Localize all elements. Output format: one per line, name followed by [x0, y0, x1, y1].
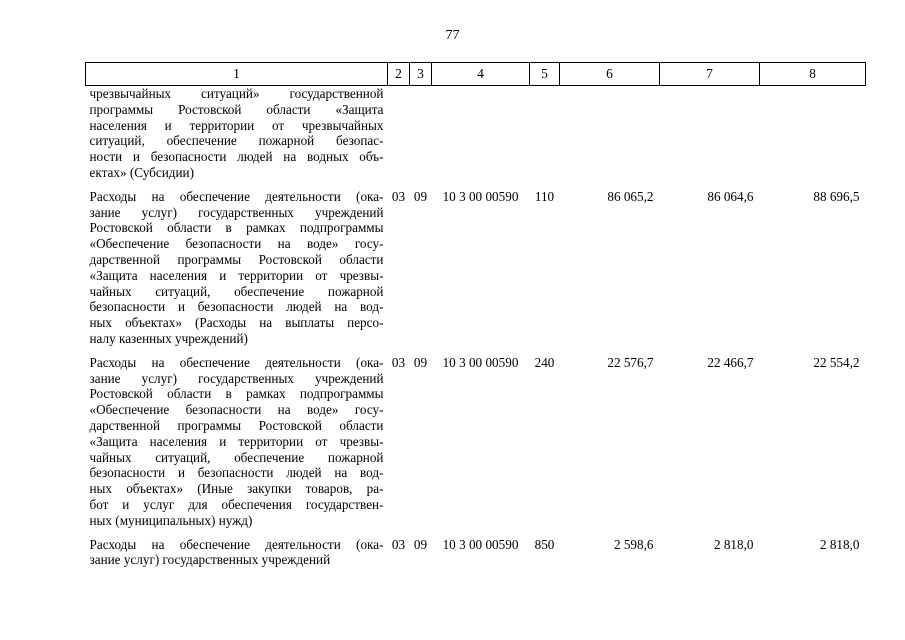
row-description	[86, 529, 388, 569]
description-line: Расходы на обеспечение деятельности (ока-	[89, 536, 384, 552]
row-amount-year-2: 2 818,0	[713, 536, 754, 552]
row-description	[86, 86, 388, 181]
header-col-5: 5	[530, 63, 560, 86]
description-line: «Обеспечение безопасности на воде» госу-	[89, 236, 384, 252]
description-line: бот и услуг для обеспечения государствен-	[89, 496, 384, 512]
table-row	[86, 181, 866, 347]
row-subsection-code: 09	[413, 354, 428, 370]
description-line: безопасности и безопасности людей на вод-	[89, 299, 384, 315]
row-target-article-code	[432, 86, 530, 181]
row-expense-type-code: 850	[534, 536, 555, 552]
description-line: ситуаций, обеспечение пожарной безопас-	[89, 133, 384, 149]
row-expense-type-code: 240	[534, 354, 555, 370]
description-line: «Защита населения и территории от чрезвы-	[89, 433, 384, 449]
description-line: ных (муниципальных) нужд)	[89, 512, 253, 528]
header-row	[86, 63, 866, 86]
header-col-6: 6	[560, 63, 660, 86]
table-header	[86, 63, 866, 86]
row-expense-type-code	[530, 86, 560, 181]
header-col-8: 8	[760, 63, 866, 86]
description-line: дарственной программы Ростовской области	[89, 417, 384, 433]
description-line: зание услуг) государственных учреждений	[89, 552, 331, 568]
row-amount-year-1: 2 598,6	[613, 536, 654, 552]
table-body	[86, 86, 866, 569]
description-line: населения и территории от чрезвычайных	[89, 117, 384, 133]
row-target-article-code: 10 3 00 00590	[442, 536, 519, 552]
description-line: безопасности и безопасности людей на вод-	[89, 465, 384, 481]
header-col-2: 2	[388, 63, 410, 86]
description-line: «Защита населения и территории от чрезвы-	[89, 267, 384, 283]
header-col-4: 4	[432, 63, 530, 86]
row-amount-year-3: 2 818,0	[819, 536, 860, 552]
description-line: Расходы на обеспечение деятельности (ока-	[89, 354, 384, 370]
row-description	[86, 181, 388, 347]
description-line: Расходы на обеспечение деятельности (ока-	[89, 188, 384, 204]
description-line: «Обеспечение безопасности на воде» госу-	[89, 402, 384, 418]
description-line: зание услуг) государственных учреждений	[89, 204, 384, 220]
row-amount-year-2: 22 466,7	[707, 354, 754, 370]
description-line: ных объектах» (Иные закупки товаров, ра-	[89, 481, 384, 497]
row-target-article-code: 10 3 00 00590	[442, 354, 519, 370]
description-line: Ростовской области в рамках подпрограммы	[89, 220, 384, 236]
row-amount-year-3: 88 696,5	[813, 188, 860, 204]
row-subsection-code: 09	[413, 536, 428, 552]
row-expense-type-code: 110	[534, 188, 555, 204]
header-col-7: 7	[660, 63, 760, 86]
row-subsection-code: 09	[413, 188, 428, 204]
row-target-article-code: 10 3 00 00590	[442, 188, 519, 204]
description-line: ектах» (Субсидии)	[89, 164, 194, 180]
description-line: Ростовской области в рамках подпрограммы	[89, 386, 384, 402]
budget-table	[85, 62, 866, 568]
description-line: ных объектах» (Расходы на выплаты персо-	[89, 315, 384, 331]
table-row	[86, 529, 866, 569]
row-amount-year-3: 22 554,2	[813, 354, 860, 370]
row-subsection-code	[410, 86, 432, 181]
description-line: дарственной программы Ростовской области	[89, 251, 384, 267]
description-line: чайных ситуаций, обеспечение пожарной	[89, 283, 384, 299]
row-section-code	[388, 86, 410, 181]
row-section-code: 03	[391, 354, 406, 370]
row-description	[86, 347, 388, 529]
row-section-code: 03	[391, 536, 406, 552]
row-amount-year-1: 22 576,7	[607, 354, 654, 370]
description-line: чайных ситуаций, обеспечение пожарной	[89, 449, 384, 465]
row-amount-year-2: 86 064,6	[707, 188, 754, 204]
row-amount-year-3	[760, 86, 866, 181]
row-amount-year-1	[560, 86, 660, 181]
row-amount-year-2	[660, 86, 760, 181]
description-line: программы Ростовской области «Защита	[89, 101, 384, 117]
description-line: налу казенных учреждений)	[89, 330, 248, 346]
description-line: зание услуг) государственных учреждений	[89, 370, 384, 386]
table-row	[86, 86, 866, 181]
row-amount-year-1: 86 065,2	[607, 188, 654, 204]
description-line: ности и безопасности людей на водных объ-	[89, 149, 384, 165]
page-number: 77	[445, 28, 460, 43]
header-col-3: 3	[410, 63, 432, 86]
header-col-1: 1	[86, 63, 388, 86]
row-section-code: 03	[391, 188, 406, 204]
table-row	[86, 347, 866, 529]
description-line: чрезвычайных ситуаций» государственной	[89, 86, 384, 101]
